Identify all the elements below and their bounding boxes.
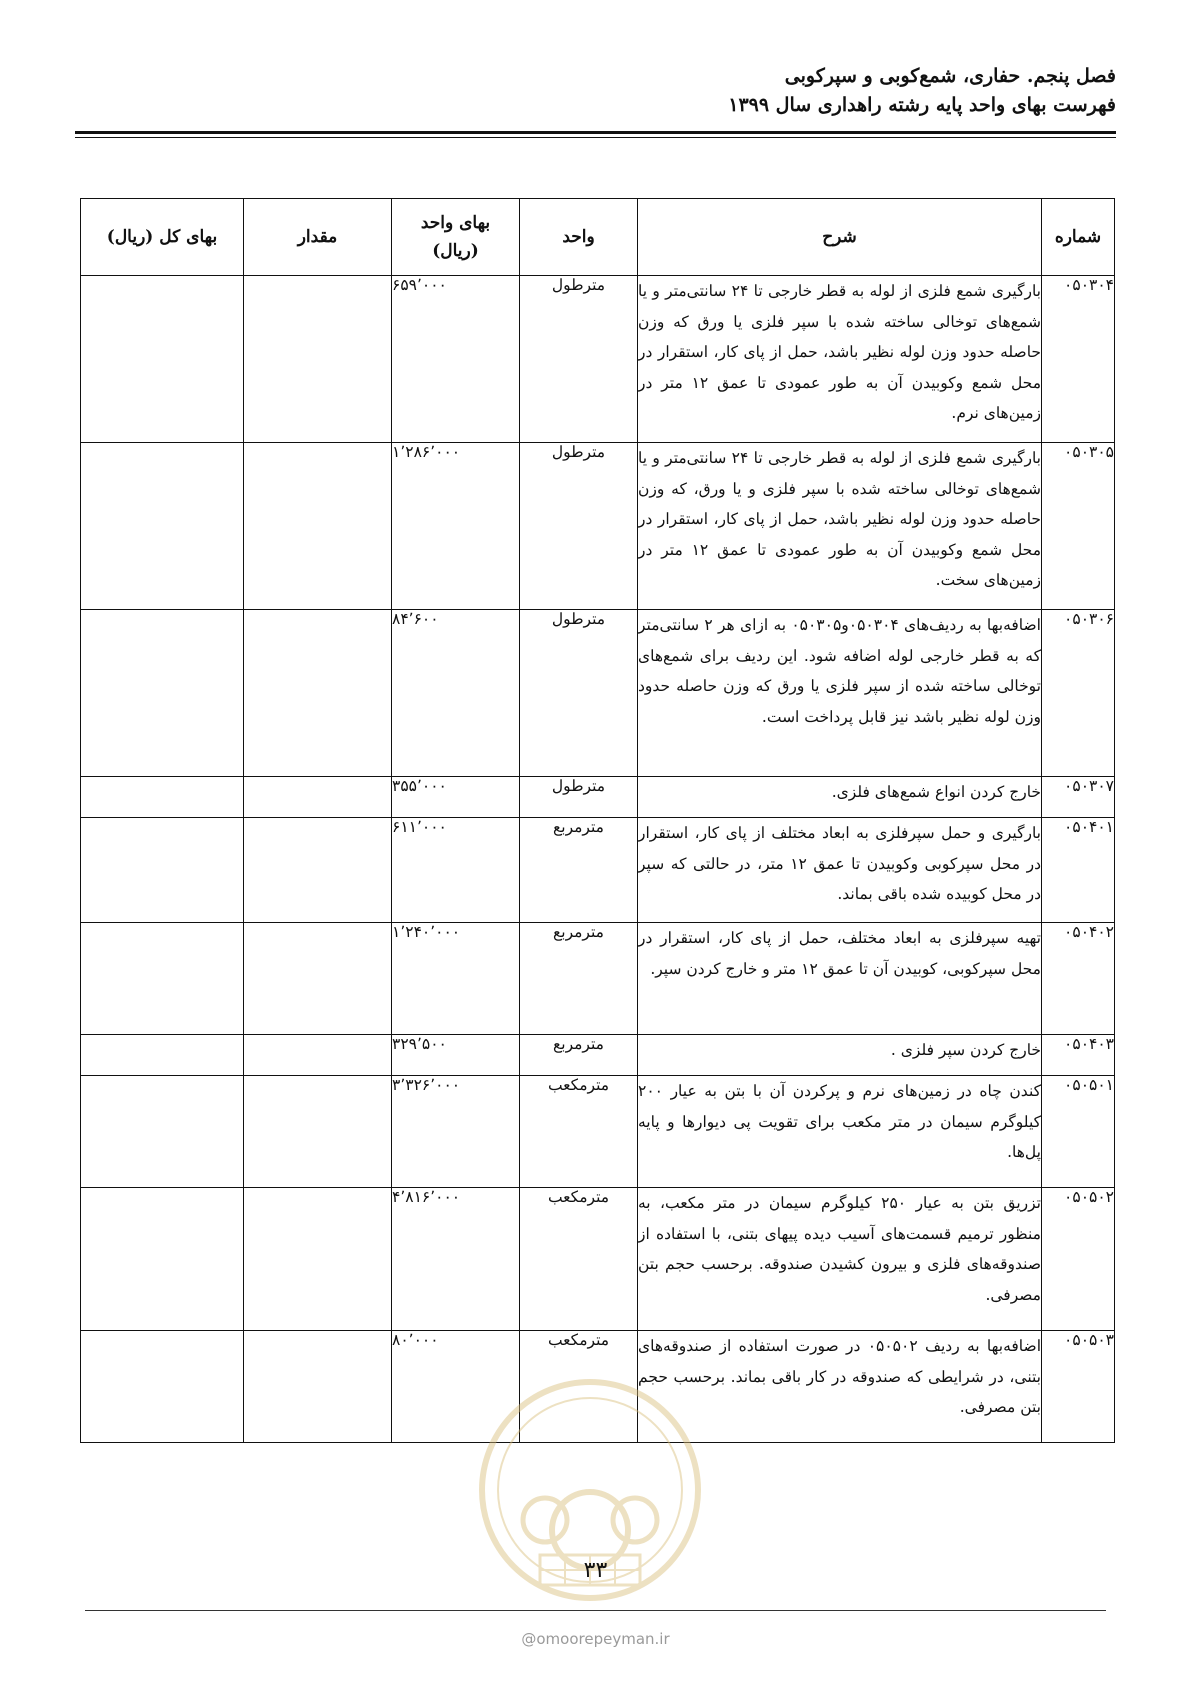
table-row — [81, 1188, 1115, 1331]
table-row — [81, 1035, 1115, 1076]
item-unit-price: ۱٬۲۸۶٬۰۰۰ — [392, 443, 520, 610]
item-code: ۰۵۰۵۰۲ — [1042, 1188, 1115, 1331]
item-unit-price: ۶۱۱٬۰۰۰ — [392, 818, 520, 923]
item-code: ۰۵۰۵۰۳ — [1042, 1331, 1115, 1443]
item-unit: مترمربع — [520, 818, 638, 923]
item-code: ۰۵۰۴۰۲ — [1042, 923, 1115, 1035]
item-total-price — [81, 443, 244, 610]
table-row — [81, 777, 1115, 818]
item-total-price — [81, 1188, 244, 1331]
item-unit: مترمکعب — [520, 1331, 638, 1443]
item-unit: مترمربع — [520, 923, 638, 1035]
item-total-price — [81, 276, 244, 443]
item-description: تزریق بتن به عیار ۲۵۰ کیلوگرم سیمان در متر مکعب، به منظور ترمیم قسمت‌های آسیب دیده پیهای بتنی، با استفاده از صندوقه‌های فلزی و بیرون کشیدن صندوقه. برحسب حجم بتن مصرفی. — [638, 1188, 1042, 1331]
item-code: ۰۵۰۳۰۵ — [1042, 443, 1115, 610]
item-code: ۰۵۰۳۰۶ — [1042, 610, 1115, 777]
item-code: ۰۵۰۳۰۴ — [1042, 276, 1115, 443]
item-total-price — [81, 818, 244, 923]
price-list-table — [80, 198, 1115, 1443]
item-description: کندن چاه در زمین‌های نرم و پرکردن آن با بتن به عیار ۲۰۰ کیلوگرم سیمان در متر مکعب برای تقویت پی دیوارها و پایه پل‌ها. — [638, 1076, 1042, 1188]
table-row — [81, 443, 1115, 610]
header-rule-thin — [75, 137, 1116, 138]
header-unit-price-label: بهای واحد — [420, 213, 491, 233]
item-quantity — [244, 276, 392, 443]
item-quantity — [244, 923, 392, 1035]
item-total-price — [81, 610, 244, 777]
item-unit: مترطول — [520, 777, 638, 818]
item-unit: مترمربع — [520, 1035, 638, 1076]
table-row — [81, 1076, 1115, 1188]
header-quantity: مقدار — [244, 199, 392, 276]
item-total-price — [81, 1076, 244, 1188]
item-description: خارج کردن سپر فلزی . — [638, 1035, 1042, 1076]
table-row — [81, 923, 1115, 1035]
item-unit-price: ۸۰٬۰۰۰ — [392, 1331, 520, 1443]
table-row — [81, 818, 1115, 923]
page-header — [75, 62, 1116, 120]
item-unit-price: ۳۵۵٬۰۰۰ — [392, 777, 520, 818]
header-rule-thick — [75, 131, 1116, 134]
item-quantity — [244, 1076, 392, 1188]
header-unit-price — [392, 199, 520, 276]
item-description: تهیه سپرفلزی به ابعاد مختلف، حمل از پای کار، استقرار در محل سپرکوبی، کوبیدن آن تا عمق ۱۲ متر و خارج کردن سپر. — [638, 923, 1042, 1035]
item-description: اضافه‌بها به ردیف ۰۵۰۵۰۲ در صورت استفاده از صندوقه‌های بتنی، در شرایطی که صندوقه در کار باقی بماند. برحسب حجم بتن مصرفی. — [638, 1331, 1042, 1443]
item-unit-price: ۳٬۳۲۶٬۰۰۰ — [392, 1076, 520, 1188]
table-row — [81, 610, 1115, 777]
item-quantity — [244, 1331, 392, 1443]
item-unit: مترمکعب — [520, 1076, 638, 1188]
item-total-price — [81, 777, 244, 818]
item-unit-price: ۸۴٬۶۰۰ — [392, 610, 520, 777]
item-code: ۰۵۰۳۰۷ — [1042, 777, 1115, 818]
item-quantity — [244, 1188, 392, 1331]
item-unit-price: ۴٬۸۱۶٬۰۰۰ — [392, 1188, 520, 1331]
watermark-text: @omoorepeyman.ir — [521, 1630, 670, 1648]
footer-rule — [85, 1610, 1106, 1611]
header-unit-price-currency: (ریال) — [432, 241, 479, 261]
item-total-price — [81, 923, 244, 1035]
header-number: شماره — [1042, 199, 1115, 276]
item-total-price — [81, 1331, 244, 1443]
item-code: ۰۵۰۵۰۱ — [1042, 1076, 1115, 1188]
item-code: ۰۵۰۴۰۱ — [1042, 818, 1115, 923]
header-unit: واحد — [520, 199, 638, 276]
item-code: ۰۵۰۴۰۳ — [1042, 1035, 1115, 1076]
table-header-row — [81, 199, 1115, 276]
item-description: خارج کردن انواع شمع‌های فلزی. — [638, 777, 1042, 818]
item-quantity — [244, 443, 392, 610]
item-quantity — [244, 777, 392, 818]
table-row — [81, 276, 1115, 443]
item-unit-price: ۶۵۹٬۰۰۰ — [392, 276, 520, 443]
header-description: شرح — [638, 199, 1042, 276]
item-total-price — [81, 1035, 244, 1076]
item-unit: مترطول — [520, 443, 638, 610]
item-quantity — [244, 610, 392, 777]
chapter-title: فصل پنجم. حفاری، شمع‌کوبی و سپرکوبی — [784, 65, 1116, 87]
item-unit: مترطول — [520, 610, 638, 777]
item-unit-price: ۳۲۹٬۵۰۰ — [392, 1035, 520, 1076]
item-description: بارگیری و حمل سپرفلزی به ابعاد مختلف از پای کار، استقرار در محل سپرکوبی وکوبیدن تا عمق ۱۲ متر، در حالتی که سپر در محل کوبیده شده باقی بماند. — [638, 818, 1042, 923]
page-number: ۳۳ — [583, 1558, 608, 1583]
header-total-price: بهای کل (ریال) — [81, 199, 244, 276]
item-description: اضافه‌بها به ردیف‌های ۰۵۰۳۰۴و۰۵۰۳۰۵ به ازای هر ۲ سانتی‌متر که به قطر خارجی لوله اضافه شود. این ردیف برای شمع‌های توخالی ساخته شده از سپر فلزی یا ورق که وزن حاصله حدود وزن لوله نظیر باشد نیز قابل پرداخت است. — [638, 610, 1042, 777]
item-description: بارگیری شمع فلزی از لوله به قطر خارجی تا ۲۴ سانتی‌متر و یا شمع‌های توخالی ساخته شده با سپر فلزی و یا ورق، که وزن حاصله حدود وزن لوله نظیر باشد، حمل از پای کار، استقرار در محل شمع وکوبیدن آن به طور عمودی تا عمق ۱۲ متر در زمین‌های سخت. — [638, 443, 1042, 610]
item-unit: مترطول — [520, 276, 638, 443]
item-quantity — [244, 818, 392, 923]
item-quantity — [244, 1035, 392, 1076]
item-unit: مترمکعب — [520, 1188, 638, 1331]
item-description: بارگیری شمع فلزی از لوله به قطر خارجی تا ۲۴ سانتی‌متر و یا شمع‌های توخالی ساخته شده با سپر فلزی یا ورق که وزن حاصله حدود وزن لوله نظیر باشد، حمل از پای کار، استقرار در محل شمع وکوبیدن آن به طور عمودی تا عمق ۱۲ متر در زمین‌های نرم. — [638, 276, 1042, 443]
document-title: فهرست بهای واحد پایه رشته راهداری سال ۱۳۹۹ — [728, 94, 1116, 116]
item-unit-price: ۱٬۲۴۰٬۰۰۰ — [392, 923, 520, 1035]
